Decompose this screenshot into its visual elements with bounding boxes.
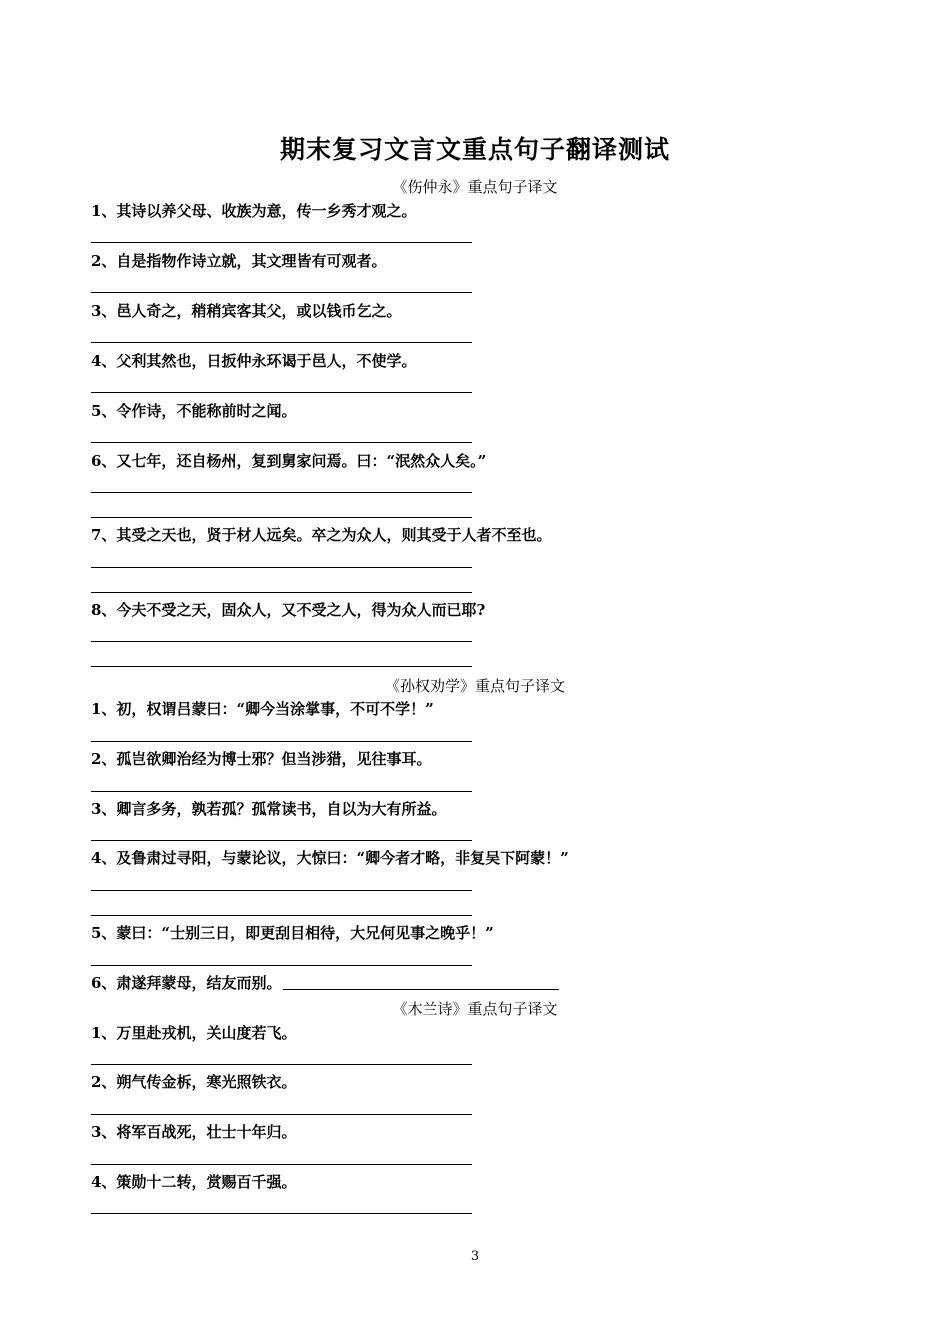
section-heading-shangzhongyong: 《伤仲永》重点句子译文 — [392, 178, 558, 196]
answer-line[interactable] — [91, 1064, 472, 1065]
answer-line[interactable] — [91, 641, 472, 642]
answer-line[interactable] — [91, 890, 472, 891]
answer-line[interactable] — [91, 567, 472, 568]
answer-line[interactable] — [91, 666, 472, 667]
question-text: 1、万里赴戎机，关山度若飞。 — [91, 1024, 297, 1042]
answer-line[interactable] — [91, 791, 472, 792]
question-text: 3、邑人奇之，稍稍宾客其父，或以钱币乞之。 — [91, 302, 402, 320]
answer-line[interactable] — [91, 492, 472, 493]
question-text: 1、其诗以养父母、收族为意，传一乡秀才观之。 — [91, 202, 417, 220]
answer-line[interactable] — [91, 592, 472, 593]
answer-line[interactable] — [91, 915, 472, 916]
question-text: 2、自是指物作诗立就，其文理皆有可观者。 — [91, 252, 387, 270]
page-number: 3 — [470, 1249, 480, 1264]
answer-line[interactable] — [91, 741, 472, 742]
question-text: 4、策勋十二转，赏赐百千强。 — [91, 1173, 297, 1191]
answer-line[interactable] — [91, 292, 472, 293]
question-text-inline: 6、肃遂拜蒙母，结友而别。 — [91, 974, 282, 992]
question-text: 3、将军百战死，壮士十年归。 — [91, 1123, 297, 1141]
question-text: 7、其受之天也，贤于材人远矣。卒之为众人，则其受于人者不至也。 — [91, 526, 552, 544]
answer-line[interactable] — [91, 342, 472, 343]
section-heading-mulanshi: 《木兰诗》重点句子译文 — [392, 1000, 558, 1018]
question-text: 4、及鲁肃过寻阳，与蒙论议，大惊曰：“卿今者才略，非复吴下阿蒙！” — [91, 849, 569, 867]
question-text: 8、今夫不受之天，固众人，又不受之人，得为众人而已耶? — [91, 601, 486, 619]
answer-line[interactable] — [91, 965, 472, 966]
answer-line[interactable] — [91, 392, 472, 393]
page-title: 期末复习文言文重点句子翻译测试 — [279, 135, 670, 164]
answer-line[interactable] — [91, 1164, 472, 1165]
question-text: 2、孤岂欲卿治经为博士邪？但当涉猎，见往事耳。 — [91, 750, 432, 768]
answer-line[interactable] — [91, 442, 472, 443]
question-text: 3、卿言多务，孰若孤？孤常读书，自以为大有所益。 — [91, 800, 447, 818]
question-text — [91, 973, 559, 993]
answer-line[interactable] — [91, 242, 472, 243]
inline-answer-line[interactable] — [283, 975, 559, 990]
question-text: 6、又七年，还自杨州，复到舅家问焉。曰：“泯然众人矣。” — [91, 452, 487, 470]
question-text: 1、初，权谓吕蒙曰：“卿今当涂掌事，不可不学！” — [91, 700, 434, 718]
answer-line[interactable] — [91, 840, 472, 841]
answer-line[interactable] — [91, 1213, 472, 1214]
section-heading-sunquanquanxue: 《孙权劝学》重点句子译文 — [384, 677, 565, 695]
answer-line[interactable] — [91, 1114, 472, 1115]
question-text: 5、令作诗，不能称前时之闻。 — [91, 402, 297, 420]
answer-line[interactable] — [91, 517, 472, 518]
question-text: 2、朔气传金柝，寒光照铁衣。 — [91, 1073, 297, 1091]
question-text: 5、蒙曰：“士别三日，即更刮目相待，大兄何见事之晚乎！” — [91, 924, 494, 942]
question-text: 4、父利其然也，日扳仲永环谒于邑人，不使学。 — [91, 352, 417, 370]
